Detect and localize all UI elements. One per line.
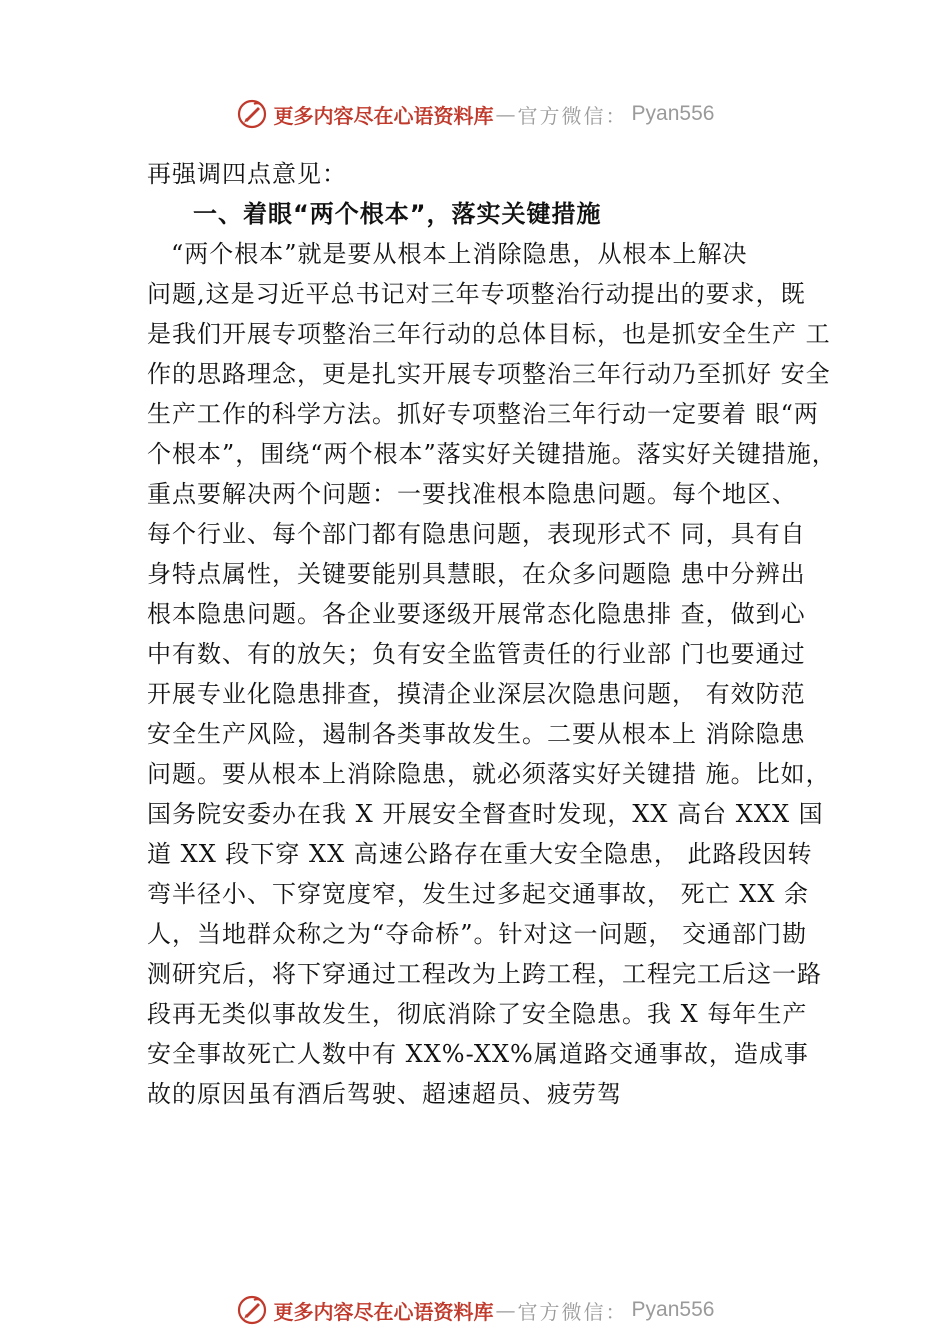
paragraph-line: 国务院安委办在我 X 开展安全督查时发现，XX 高台 XXX 国 (147, 800, 824, 828)
paragraph-line: 中有数、有的放矢；负有安全监管责任的行业部 门也要通过 (147, 640, 806, 668)
paragraph-line: 弯半径小、下穿宽度窄，发生过多起交通事故， 死亡 XX 余 (147, 880, 810, 908)
paragraph-line: 开展专业化隐患排查，摸清企业深层次隐患问题， 有效防范 (147, 680, 806, 708)
footer-wechat-id: Pyan556 (631, 1298, 715, 1321)
paragraph-line: 重点要解决两个问题：一要找准根本隐患问题。每个地区、 (147, 480, 797, 508)
paragraph-line: 故的原因虽有酒后驾驶、超速超员、疲劳驾 (147, 1080, 622, 1108)
footer-dash: — (495, 1298, 516, 1322)
paragraph-line: 个根本”，围绕“两个根本”落实好关键措施。落实好关键措施， (147, 440, 837, 468)
paragraph-line: 问题,这是习近平总书记对三年专项整治行动提出的要求，既 (147, 280, 806, 308)
intro-line: 再强调四点意见： (147, 160, 347, 188)
paragraph-line: 测研究后，将下穿通过工程改为上跨工程，工程完工后这一路 (147, 960, 822, 988)
paragraph-line: 每个行业、每个部门都有隐患问题，表现形式不 同，具有自 (147, 520, 806, 548)
paragraph-line: 道 XX 段下穿 XX 高速公路存在重大安全隐患， 此路段因转 (147, 840, 813, 868)
brand-logo-icon (236, 1294, 268, 1326)
paragraph-line: 安全生产风险，遏制各类事故发生。二要从根本上 消除隐患 (147, 720, 806, 748)
header-wechat-id: Pyan556 (631, 102, 715, 125)
paragraph-line: “两个根本”就是要从根本上消除隐患，从根本上解决 (171, 240, 748, 268)
footer-official-label: 官方微信： (517, 1299, 628, 1324)
header-banner (0, 94, 950, 134)
paragraph-line: 身特点属性，关键要能别具慧眼，在众多问题隐 患中分辨出 (147, 560, 806, 588)
header-brand-text: 更多内容尽在心语资料库 (273, 103, 494, 128)
paragraph-line: 问题。要从根本上消除隐患，就必须落实好关键措 施。比如， (147, 760, 831, 788)
section-heading: 一、着眼“两个根本”，落实关键措施 (193, 200, 602, 228)
paragraph-line: 人，当地群众称之为“夺命桥”。针对这一问题， 交通部门勘 (147, 920, 808, 948)
footer-banner (0, 1290, 950, 1330)
paragraph-line: 作的思路理念，更是扎实开展专项整治三年行动乃至抓好 安全 (147, 360, 831, 388)
document-body (147, 154, 847, 1114)
paragraph-line: 段再无类似事故发生，彻底消除了安全隐患。我 X 每年生产 (147, 1000, 808, 1028)
brand-logo-icon (236, 98, 268, 130)
paragraph-line: 生产工作的科学方法。抓好专项整治三年行动一定要着 眼“两 (147, 400, 819, 428)
footer-brand-text: 更多内容尽在心语资料库 (273, 1299, 494, 1324)
paragraph-line: 根本隐患问题。各企业要逐级开展常态化隐患排 查，做到心 (147, 600, 806, 628)
header-official-label: 官方微信： (517, 103, 628, 128)
paragraph-line: 安全事故死亡人数中有 XX%-XX%属道路交通事故，造成事 (147, 1040, 809, 1068)
header-dash: — (495, 102, 516, 126)
paragraph-line: 是我们开展专项整治三年行动的总体目标，也是抓安全生产 工 (147, 320, 831, 348)
